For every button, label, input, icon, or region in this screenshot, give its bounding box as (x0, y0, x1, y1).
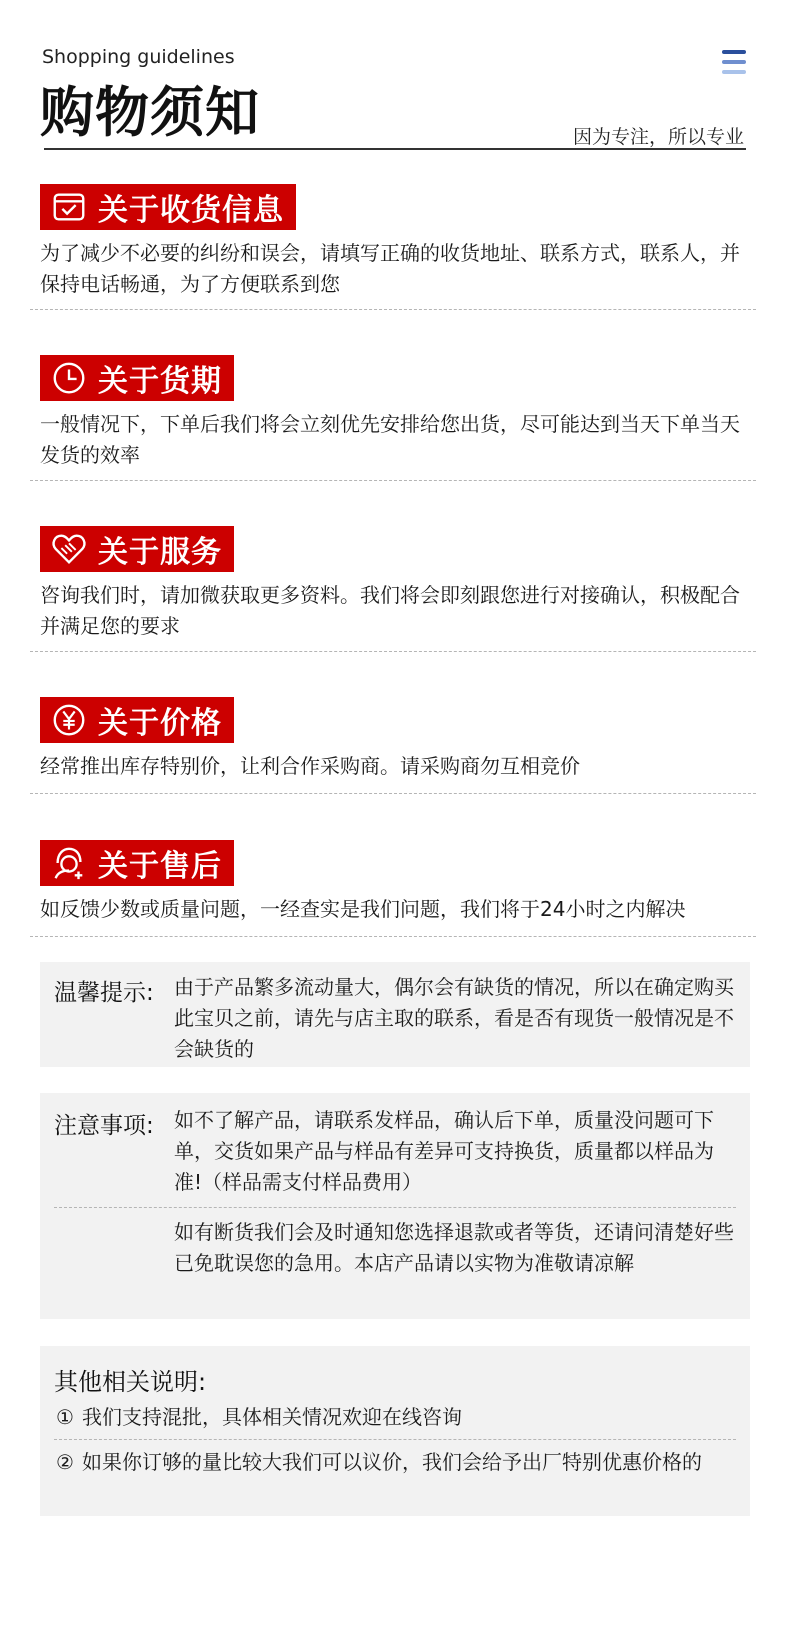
divider (30, 309, 756, 310)
box-check-icon (50, 188, 88, 226)
page-title: 购物须知 (40, 81, 260, 144)
notes-box (40, 1093, 750, 1319)
item-number: ② (56, 1450, 74, 1474)
menu-icon[interactable] (722, 50, 746, 78)
notes-text-1: 如不了解产品，请联系发样品，确认后下单，质量没问题可下单，交货如果产品与样品有差异可支持换货，质量都以样品为准!（样品需支付样品费用） (174, 1108, 714, 1194)
section-text: 咨询我们时，请加微获取更多资料。我们将会即刻跟您进行对接确认，积极配合并满足您的要求 (40, 583, 740, 638)
section-after-sales (30, 840, 756, 938)
section-text: 一般情况下，下单后我们将会立刻优先安排给您出货，尽可能达到当天下单当天发货的效率 (40, 412, 740, 467)
tips-label: 温馨提示: (54, 980, 154, 1006)
yen-icon (50, 701, 88, 739)
tips-box (40, 962, 750, 1067)
section-shipping-info (30, 184, 756, 310)
list-item (56, 1402, 736, 1433)
clock-icon (50, 359, 88, 397)
section-tag (40, 840, 234, 886)
divider (30, 480, 756, 481)
section-delivery-time (30, 355, 756, 481)
section-text: 如反馈少数或质量问题，一经查实是我们问题，我们将于24小时之内解决 (40, 897, 686, 921)
section-title: 关于服务 (98, 535, 222, 570)
other-title: 其他相关说明: (54, 1368, 207, 1396)
divider (54, 1439, 736, 1440)
list-item (56, 1447, 736, 1478)
section-tag (40, 526, 234, 572)
section-text: 经常推出库存特别价，让利合作采购商。请采购商勿互相竞价 (40, 754, 580, 778)
notes-text-2: 如有断货我们会及时通知您选择退款或者等货，还请问清楚好些已免耽误您的急用。本店产品请以实物为准敬请凉解 (174, 1220, 734, 1275)
page-header (0, 0, 790, 160)
section-title: 关于货期 (98, 364, 222, 399)
other-notes-box (40, 1346, 750, 1516)
divider (54, 1207, 736, 1208)
heart-handshake-icon (50, 530, 88, 568)
section-text: 为了减少不必要的纠纷和误会，请填写正确的收货地址、联系方式，联系人，并保持电话畅通，为了方便联系到您 (40, 241, 740, 296)
tips-text: 由于产品繁多流动量大，偶尔会有缺货的情况，所以在确定购买此宝贝之前，请先与店主取的联系，看是否有现货一般情况是不会缺货的 (174, 975, 734, 1061)
divider (30, 651, 756, 652)
section-service (30, 526, 756, 652)
header-divider (44, 148, 746, 150)
divider (30, 936, 756, 937)
section-title: 关于售后 (98, 849, 222, 884)
section-tag (40, 184, 296, 230)
slogan: 因为专注，所以专业 (572, 126, 744, 148)
notes-label: 注意事项: (54, 1113, 154, 1139)
item-text: 我们支持混批，具体相关情况欢迎在线咨询 (82, 1405, 462, 1429)
section-price (30, 697, 756, 795)
divider (30, 793, 756, 794)
section-tag (40, 355, 234, 401)
section-title: 关于收货信息 (98, 193, 284, 228)
section-title: 关于价格 (98, 706, 222, 741)
item-text: 如果你订够的量比较大我们可以议价，我们会给予出厂特别优惠价格的 (82, 1450, 702, 1474)
section-tag (40, 697, 234, 743)
service-person-icon (50, 844, 88, 882)
item-number: ① (56, 1405, 74, 1429)
page-subtitle-en: Shopping guidelines (42, 46, 235, 68)
